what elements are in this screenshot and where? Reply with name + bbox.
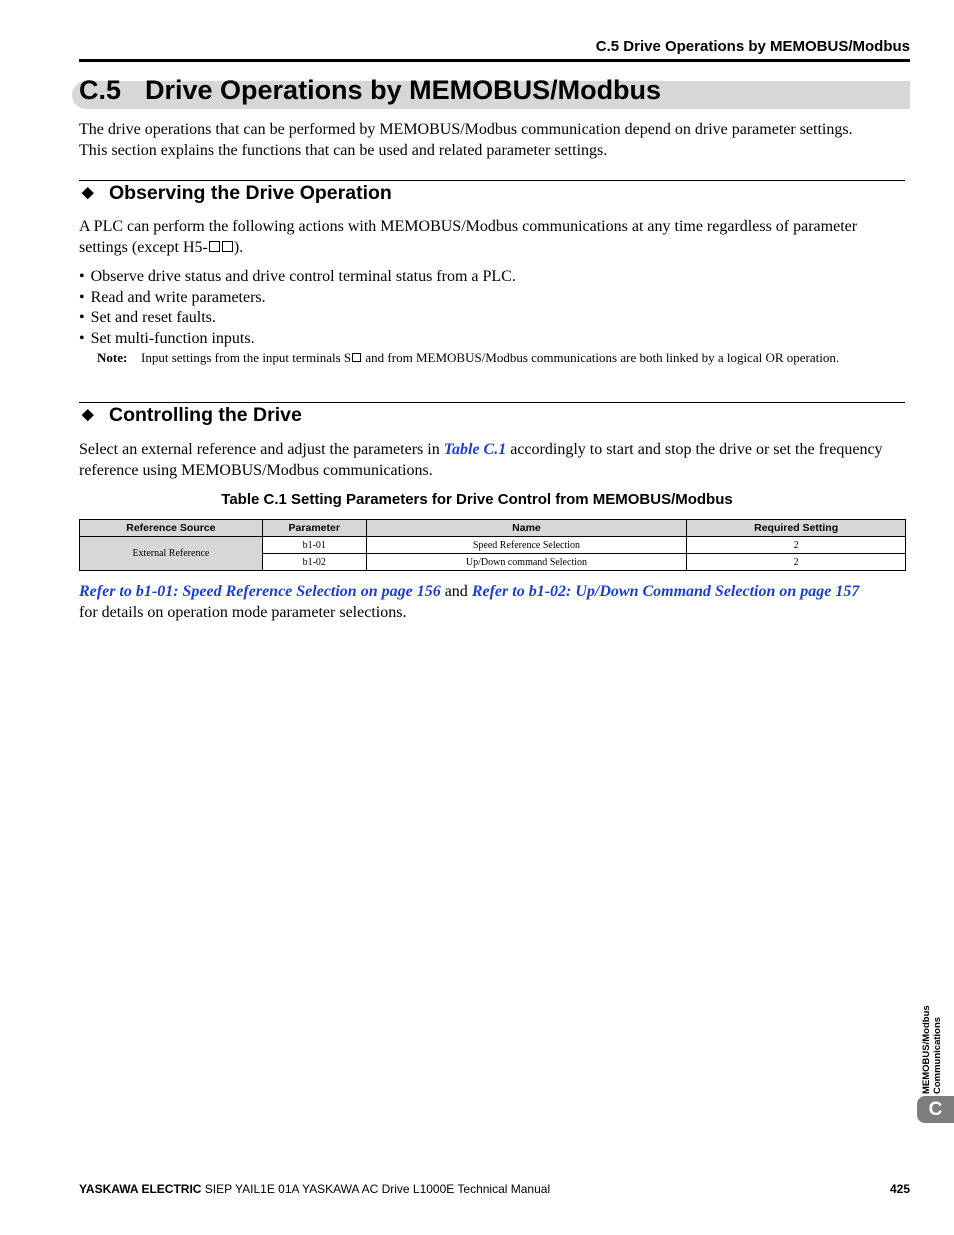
intro-paragraph <box>79 120 909 161</box>
parameter-cell: b1-01 <box>262 537 366 554</box>
name-cell: Up/Down command Selection <box>366 554 687 571</box>
name-cell: Speed Reference Selection <box>366 537 687 554</box>
list-item: • Observe drive status and drive control terminal status from a PLC. <box>79 267 516 288</box>
column-header: Name <box>366 520 687 537</box>
table-row <box>80 537 906 554</box>
side-tab-line-1: MEMOBUS/Modbus <box>921 1005 932 1094</box>
observing-paragraph-text: A PLC can perform the following actions with MEMOBUS/Modbus communications at any time regardless of parameter settings (except H5- <box>79 218 858 256</box>
section-title <box>79 75 661 106</box>
side-tab-label <box>921 954 943 1094</box>
placeholder-box-icon <box>352 353 361 362</box>
placeholder-box-icon <box>222 241 233 252</box>
b1-01-link[interactable]: Refer to b1-01: Speed Reference Selection on page 156 <box>79 583 441 600</box>
subsection-rule <box>79 402 905 403</box>
diamond-icon: ◆ <box>82 406 94 423</box>
section-title-text: Drive Operations by MEMOBUS/Modbus <box>145 75 662 105</box>
note-text <box>141 349 857 366</box>
setting-cell: 2 <box>687 554 906 571</box>
list-item: • Set multi-function inputs. <box>79 329 516 350</box>
refer-paragraph <box>79 582 919 623</box>
b1-02-link[interactable]: Refer to b1-02: Up/Down Command Selection on page 157 <box>471 583 860 600</box>
note-text-a: Input settings from the input terminals S <box>141 350 352 365</box>
footer-doc: SIEP YAIL1E 01A YASKAWA AC Drive L1000E Technical Manual <box>201 1182 551 1196</box>
intro-line-2: This section explains the functions that can be used and related parameter settings. <box>79 141 608 159</box>
column-header: Reference Source <box>80 520 263 537</box>
running-header: C.5 Drive Operations by MEMOBUS/Modbus <box>595 38 910 55</box>
diamond-icon: ◆ <box>82 184 94 201</box>
footer <box>79 1182 550 1196</box>
subsection-heading-observing <box>82 182 392 205</box>
section-number: C.5 <box>79 75 122 105</box>
subsection-rule <box>79 180 905 181</box>
note-text-b: and from MEMOBUS/Modbus communications are both linked by a logical OR operation. <box>362 350 840 365</box>
column-header: Required Setting <box>687 520 906 537</box>
subsection-heading-controlling <box>82 404 302 427</box>
controlling-paragraph-end: accordingly to start and stop the drive or set the frequency reference using MEMOBUS/Modbus communications. <box>79 441 883 479</box>
refer-and: and <box>440 583 472 600</box>
note-label: Note: <box>97 350 128 365</box>
subsection-heading-text: Observing the Drive Operation <box>109 182 392 204</box>
footer-company: YASKAWA ELECTRIC <box>79 1182 202 1196</box>
column-header: Parameter <box>262 520 366 537</box>
table-c1-link[interactable]: Table C.1 <box>443 441 507 458</box>
intro-line-1: The drive operations that can be performed by MEMOBUS/Modbus communication depend on drive parameter settings. <box>79 121 853 138</box>
bullet-list <box>79 267 516 349</box>
observing-paragraph-end: ). <box>233 238 244 256</box>
controlling-paragraph <box>79 440 909 481</box>
header-rule <box>79 59 910 62</box>
observing-paragraph <box>79 217 909 258</box>
refer-tail: for details on operation mode parameter selections. <box>79 603 407 621</box>
setting-cell: 2 <box>687 537 906 554</box>
reference-source-cell: External Reference <box>80 537 263 571</box>
page-number: 425 <box>889 1182 910 1196</box>
placeholder-box-icon <box>209 241 220 252</box>
parameter-cell: b1-02 <box>262 554 366 571</box>
parameter-table <box>79 519 906 571</box>
subsection-heading-text: Controlling the Drive <box>109 404 302 426</box>
table-title: Table C.1 Setting Parameters for Drive Control from MEMOBUS/Modbus <box>221 491 733 508</box>
side-tab-line-2: Communications <box>932 1016 943 1094</box>
chapter-tab[interactable]: C <box>917 1096 954 1123</box>
controlling-paragraph-text: Select an external reference and adjust the parameters in <box>79 441 444 458</box>
list-item: • Read and write parameters. <box>79 288 516 309</box>
list-item: • Set and reset faults. <box>79 308 516 329</box>
table-header-row <box>80 520 906 537</box>
